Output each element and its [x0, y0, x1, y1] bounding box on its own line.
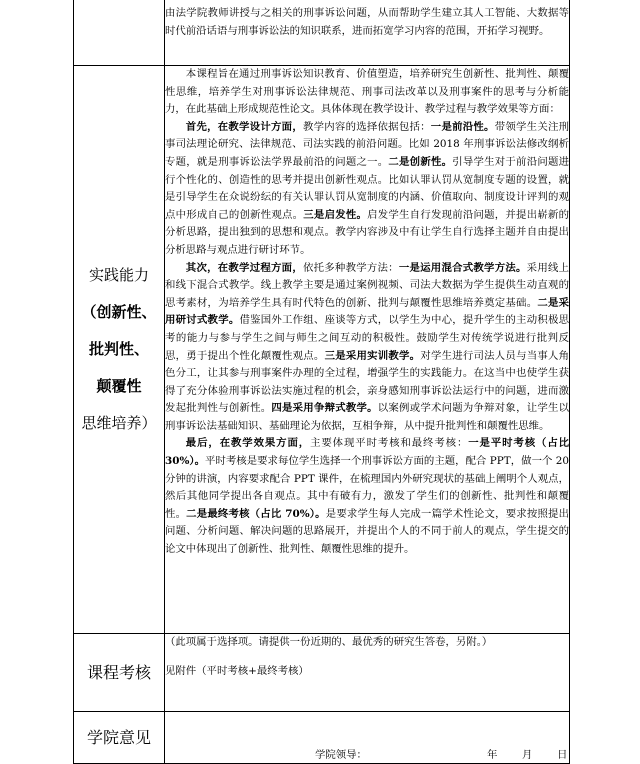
dept-label: 学院意见: [74, 712, 165, 764]
course-form-table: [73, 0, 570, 764]
design-heading-3: 三是启发性。: [303, 208, 368, 221]
date-day: 日: [557, 749, 568, 761]
top-row: [74, 0, 570, 66]
practice-label: [74, 66, 165, 634]
date-year: 年: [487, 749, 498, 761]
process-text-1: 依托多种教学方法：: [302, 261, 399, 274]
effect-text-3: 是要求学生每人完成一篇学术性论文，要求按照提出问题、分析问题、解决问题的思路展开，并提出个人的不同于前人的观点，学生提交的论文中体现出了创新性、批判性、颠覆性思维的提升。: [165, 507, 570, 556]
practice-label-line-4: 颠覆性: [96, 377, 142, 395]
practice-label-line-2: （创新性、: [81, 303, 157, 321]
process-text-2: 采用线上和线下混合式教学。线上教学主要是通过案例视频、司法大数据为学生提供生动直观的思考素材，为培养学生具有时代特色的创新、批判与颠覆性思维培养奠定基础。: [165, 261, 570, 309]
design-heading-1: 一是前沿性。: [430, 120, 495, 133]
dept-row: [74, 712, 570, 764]
process-text-4: 对学生进行司法人员与当事人角色分工，让其参与刑事案件办理的全过程，增强学生的实践能力。在这当中也使学生获得了充分体验刑事诉讼法实施过程的机会，亲身感知刑事诉讼法运行中的问题，进而激发起批判性与创新性。: [165, 349, 570, 415]
exam-content-cell: [165, 634, 570, 712]
process-heading-3: 三是采用实训教学。: [324, 349, 421, 362]
exam-label: 课程考核: [74, 634, 165, 712]
practice-content-cell: [165, 66, 570, 634]
top-paragraph: 由法学院教师讲授与之相关的刑事诉讼问题，从而帮助学生建立其人工智能、大数据等时代前沿话语与刑事诉讼法的知识联系，进而拓宽学习内容的范围，开拓学习视野。: [165, 7, 569, 37]
top-label-cell: [74, 0, 165, 66]
design-text-2: 带领学生关注刑事司法理论研究、法律规范、司法实践的前沿问题。比如 2018 年刑事诉讼法修改纲析专题，就是刑事诉讼法学界最前沿的问题之一。: [165, 120, 570, 168]
exam-note: （此项属于选择项。请提供一份近期的、最优秀的研究生答卷，另附。）: [165, 636, 493, 648]
date-month: 月: [522, 749, 533, 761]
process-heading-1: 一是运用混合式教学方法。: [398, 261, 527, 274]
process-heading-4: 四是采用争辩式教学。: [271, 402, 378, 415]
design-text-3: 引导学生对于前沿问题进行个性化的、创造性的思考并提出创新性观点。比如认罪认罚从宽制度专题的设置，就是引导学生在众说纷纭的有关认罪认罚从宽制度的内涵、价值取向、制度设计评判的观点中形成自己的创新性观点。: [165, 155, 570, 221]
effect-text-1: 主要体现平时考核和最终考核：: [310, 437, 469, 450]
process-heading-2: 二是采用研讨式教学。: [165, 296, 570, 327]
practice-label-line-3: 批判性、: [88, 340, 149, 358]
design-lead: 首先，在教学设计方面，: [185, 120, 303, 133]
dept-signature-label: 学院领导：: [315, 749, 367, 761]
top-content-cell: [165, 0, 570, 66]
exam-row: [74, 634, 570, 712]
practice-label-line-1: 实践能力: [88, 266, 149, 284]
process-text-5: 以案例或学术问题为争辩对象，让学生以刑事诉讼法基础知识、基础理论为依据，互相争辩，从中提升批判性和颠覆性思维。: [165, 402, 570, 432]
design-text-4: 启发学生自行发现前沿问题，并提出崭新的分析思路，提出独到的思想和观点。教学内容涉及中有让学生自行选择主题并自由提出分析思路与观点进行研讨环节。: [165, 208, 569, 256]
process-lead: 其次，在教学过程方面，: [185, 261, 303, 274]
design-heading-2: 二是创新性。: [388, 155, 453, 168]
practice-label-line-5: 思维培养）: [81, 414, 157, 432]
effect-paragraph: [165, 435, 569, 558]
process-paragraph: [165, 260, 569, 436]
design-text-1: 教学内容的选择依据包括：: [302, 120, 431, 133]
dept-content-cell: [165, 712, 570, 764]
practice-row: [74, 66, 570, 634]
effect-heading-1: 一是平时考核（占比 30%）。: [165, 437, 570, 468]
design-paragraph: [165, 119, 569, 260]
effect-text-2: 平时考核是要求每位学生选择一个刑事诉讼方面的主题，配合 PPT，做一个 20 分钟的讲演，内容要求配合 PPT 课件，在梳理国内外研究现状的基础上阐明个人观点，然后其他同学提出各自观点。其中有破有力，激发了学生们的创新性、批判性和颠覆性。: [165, 455, 569, 520]
intro-paragraph: 本课程旨在通过刑事诉讼知识教育、价值塑造，培养研究生创新性、批判性、颠覆性思维，培养学生对刑事诉讼法律规范、刑事司法改革以及刑事案件的思考与分析能力，在此基础上形成规范性论文。具体体现在教学设计、教学过程与教学效果等方面：: [165, 68, 569, 116]
process-text-3: 借鉴国外工作组、座谈等方式，以学生为中心，提升学生的主动积极思考的能力与参与学生之间与师生之间互动的积极性。鼓励学生对传统学说进行批判反思，勇于提出个性化颠覆性观点。: [165, 314, 569, 362]
effect-lead: 最后，在教学效果方面，: [185, 437, 311, 450]
exam-attachment: 见附件（平时考核+最终考核）: [165, 665, 309, 677]
effect-heading-2: 二是最终考核（占比 70%）。: [186, 507, 326, 520]
